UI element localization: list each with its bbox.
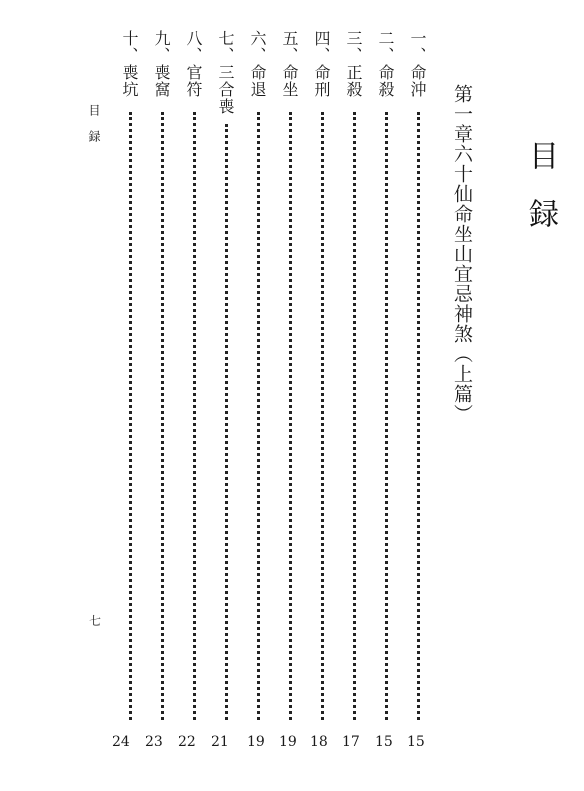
page-number: 22 (178, 734, 196, 750)
page-number: 19 (247, 734, 265, 750)
page-number: 24 (112, 734, 130, 750)
page-title: 目録 (523, 140, 558, 256)
leader-dots (161, 112, 164, 720)
toc-entry-8[interactable] (182, 30, 208, 720)
leader-dots (257, 112, 260, 720)
leader-dots (321, 112, 324, 720)
toc-entry-label: 一、命沖 (408, 30, 427, 98)
leader-dots (353, 112, 356, 720)
leader-dots (193, 112, 196, 720)
toc-entry-7[interactable] (214, 30, 240, 720)
toc-entry-5[interactable] (278, 30, 304, 720)
toc-entry-label: 八、官符 (184, 30, 203, 98)
toc-entry-2[interactable] (374, 30, 400, 720)
toc-entry-label: 九、喪窩 (152, 30, 171, 98)
page-number: 15 (407, 734, 425, 750)
page-number: 23 (145, 734, 163, 750)
chapter-heading: 第一章六十仙命坐山宜忌神煞（上篇） (451, 84, 473, 424)
toc-entry-label: 六、命退 (248, 30, 267, 98)
leader-dots (225, 124, 228, 720)
toc-entry-9[interactable] (150, 30, 176, 720)
toc-entry-label: 七、三合喪 (216, 30, 235, 115)
running-head: 目録 (87, 104, 101, 156)
page-number: 15 (375, 734, 393, 750)
toc-entry-10[interactable] (118, 30, 144, 720)
page-number: 18 (310, 734, 328, 750)
toc-entry-4[interactable] (310, 30, 336, 720)
toc-entry-3[interactable] (342, 30, 368, 720)
toc-entry-label: 二、命殺 (376, 30, 395, 98)
page-number: 17 (342, 734, 360, 750)
toc-entry-label: 四、命刑 (312, 30, 331, 98)
toc-entry-label: 五、命坐 (280, 30, 299, 98)
toc-entry-1[interactable] (406, 30, 432, 720)
leader-dots (385, 112, 388, 720)
leader-dots (289, 112, 292, 720)
toc-entry-label: 三、正殺 (344, 30, 363, 98)
page-folio: 七 (89, 614, 102, 628)
leader-dots (129, 112, 132, 720)
page-number: 21 (211, 734, 229, 750)
leader-dots (417, 112, 420, 720)
toc-entry-label: 十、喪坑 (120, 30, 139, 98)
toc-entry-6[interactable] (246, 30, 272, 720)
page-number: 19 (279, 734, 297, 750)
